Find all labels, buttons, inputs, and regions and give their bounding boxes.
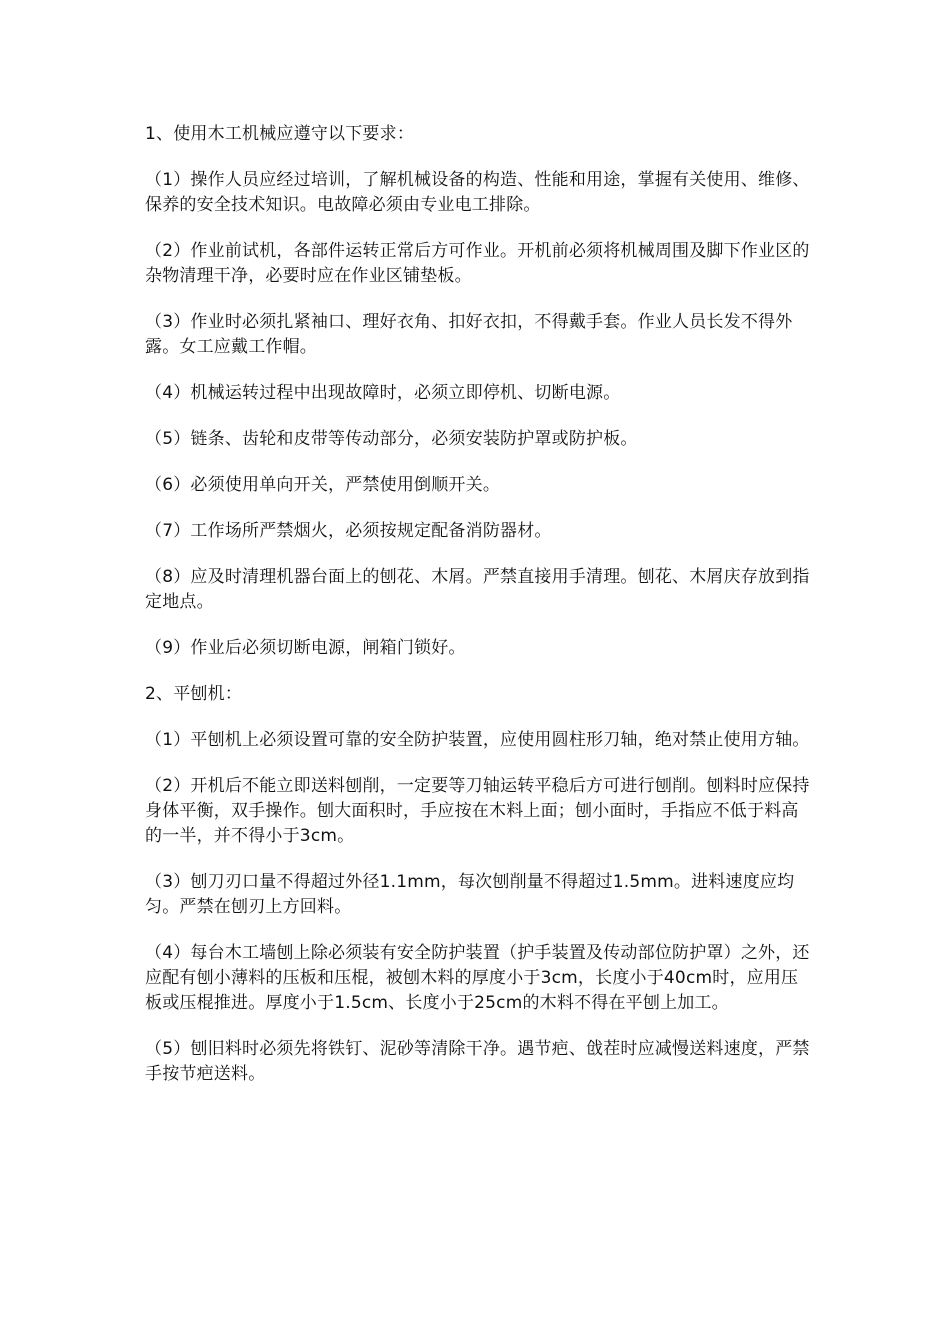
- paragraph-1-7: （7）工作场所严禁烟火，必须按规定配备消防器材。: [145, 521, 552, 541]
- section-heading-1: 1、使用木工机械应遵守以下要求：: [145, 124, 415, 144]
- paragraph-1-6: （6）必须使用单向开关，严禁使用倒顺开关。: [145, 475, 501, 495]
- paragraph-1-4: （4）机械运转过程中出现故障时，必须立即停机、切断电源。: [145, 383, 621, 403]
- document-page: [145, 122, 810, 1108]
- paragraph-1-3: （3）作业时必须扎紧袖口、理好衣角、扣好衣扣，不得戴手套。作业人员长发不得外露。女工应戴工作帽。: [145, 312, 793, 357]
- paragraph-2-1: （1）平刨机上必须设置可靠的安全防护装置，应使用圆柱形刀轴，绝对禁止使用方轴。: [145, 730, 810, 750]
- paragraph-1-5: （5）链条、齿轮和皮带等传动部分，必须安装防护罩或防护板。: [145, 429, 638, 449]
- paragraph-1-1: （1）操作人员应经过培训，了解机械设备的构造、性能和用途，掌握有关使用、维修、保养的安全技术知识。电故障必须由专业电工排除。: [145, 170, 810, 215]
- section-heading-2: 2、平刨机：: [145, 684, 243, 704]
- paragraph-2-5: （5）刨旧料时必须先将铁钉、泥砂等清除干净。遇节疤、戗茬时应减慢送料速度，严禁手按节疤送料。: [145, 1039, 810, 1084]
- paragraph-1-2: （2）作业前试机，各部件运转正常后方可作业。开机前必须将机械周围及脚下作业区的杂物清理干净，必要时应在作业区铺垫板。: [145, 241, 810, 286]
- paragraph-1-9: （9）作业后必须切断电源，闸箱门锁好。: [145, 638, 466, 658]
- paragraph-1-8: （8）应及时清理机器台面上的刨花、木屑。严禁直接用手清理。刨花、木屑庆存放到指定地点。: [145, 567, 810, 612]
- paragraph-2-3: （3）刨刀刃口量不得超过外径1.1mm，每次刨削量不得超过1.5mm。进料速度应均匀。严禁在刨刃上方回料。: [145, 872, 795, 917]
- paragraph-2-2: （2）开机后不能立即送料刨削，一定要等刀轴运转平稳后方可进行刨削。刨料时应保持身体平衡，双手操作。刨大面积时，手应按在木料上面；刨小面时，手指应不低于料高的一半，并不得小于3cm。: [145, 776, 810, 846]
- paragraph-2-4: （4）每台木工墙刨上除必须装有安全防护装置（护手装置及传动部位防护罩）之外，还应配有刨小薄料的压板和压棍，被刨木料的厚度小于3cm，长度小于40cm时，应用压板或压棍推进。厚度小于1.5cm、长度小于25cm的木料不得在平刨上加工。: [145, 943, 810, 1013]
